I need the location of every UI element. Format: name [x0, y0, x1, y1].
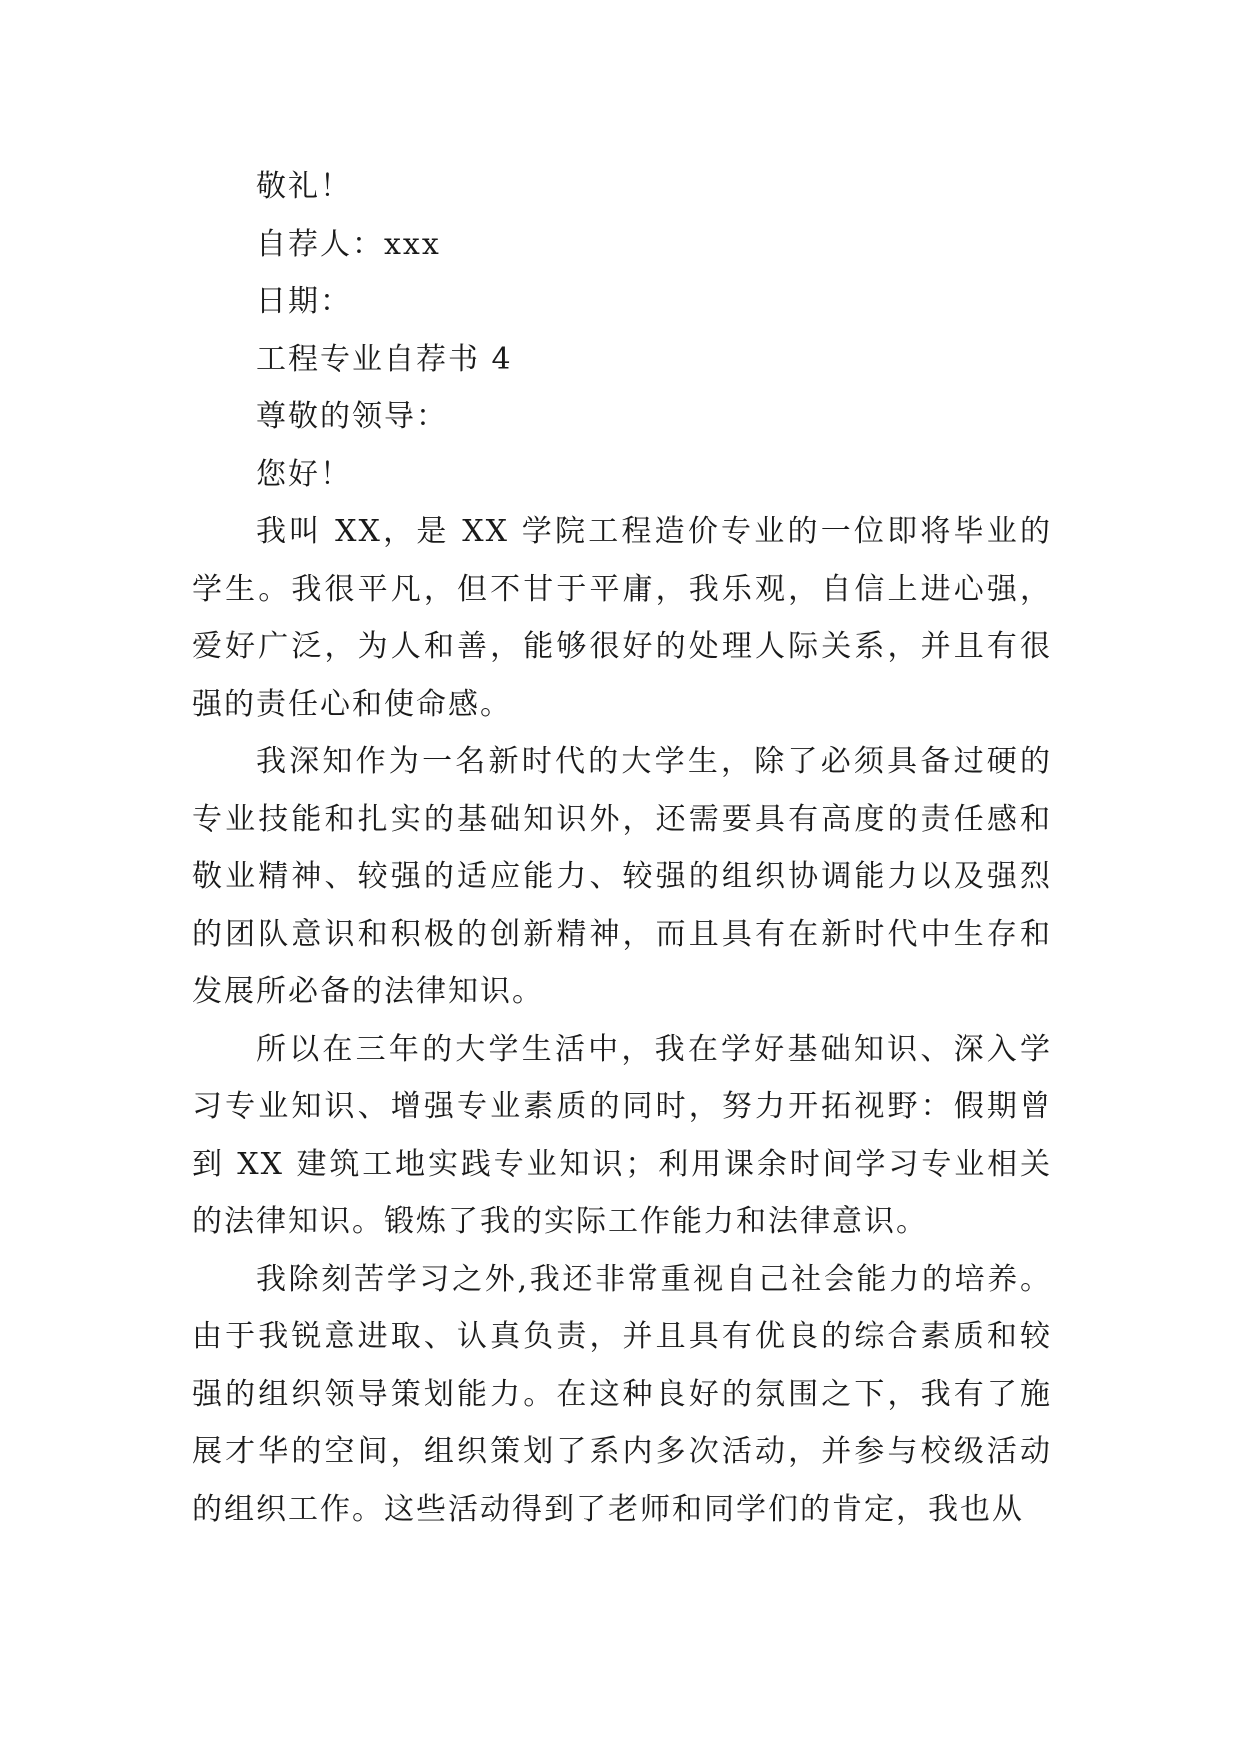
body-paragraph-intro: 我叫 XX，是 XX 学院工程造价专业的一位即将毕业的学生。我很平凡，但不甘于平庸，我乐观，自信上进心强，爱好广泛，为人和善，能够很好的处理人际关系，并且有很强的责任心和使命感。: [192, 514, 1052, 722]
document-body: [192, 158, 1052, 1538]
body-paragraph-awareness: 我深知作为一名新时代的大学生，除了必须具备过硬的专业技能和扎实的基础知识外，还需要具有高度的责任感和敬业精神、较强的适应能力、较强的组织协调能力以及强烈的团队意识和积极的创新精神，而且具有在新时代中生存和发展所必备的法律知识。: [192, 744, 1052, 1009]
greeting-line: 您好！: [256, 456, 352, 492]
closing-line: 敬礼！: [256, 169, 352, 204]
document-heading: 工程专业自荐书 4: [256, 341, 513, 377]
signer-line: 自荐人：xxx: [256, 226, 441, 262]
body-paragraph-study: 所以在三年的大学生活中，我在学好基础知识、深入学习专业知识、增强专业素质的同时，努力开拓视野：假期曾到 XX 建筑工地实践专业知识；利用课余时间学习专业相关的法律知识。锻炼了我的实际工作能力和法律意识。: [192, 1031, 1052, 1239]
salutation-line: 尊敬的领导：: [256, 399, 448, 434]
date-line: 日期：: [256, 284, 352, 319]
body-paragraph-activities: 我除刻苦学习之外,我还非常重视自己社会能力的培养。由于我锐意进取、认真负责，并且具有优良的综合素质和较强的组织领导策划能力。在这种良好的氛围之下，我有了施展才华的空间，组织策划了系内多次活动，并参与校级活动的组织工作。这些活动得到了老师和同学们的肯定，我也从: [192, 1261, 1052, 1527]
